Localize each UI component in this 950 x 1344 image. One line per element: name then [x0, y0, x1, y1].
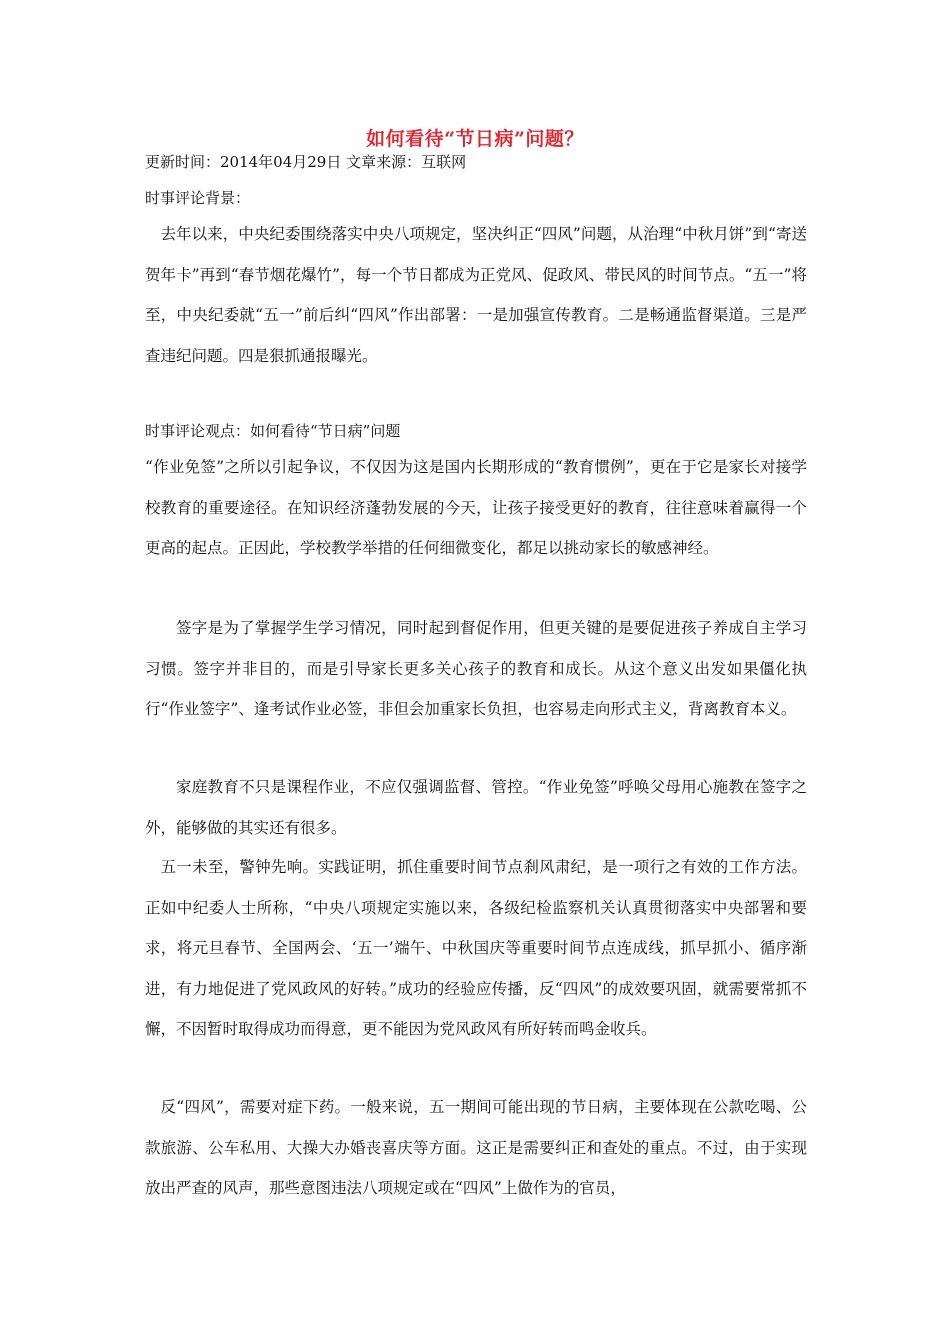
body-paragraph-2: 签字是为了掌握学生学习情况，同时起到督促作用，但更关键的是要促进孩子养成自主学习习惯。签字并非目的，而是引导家长更多关心孩子的教育和成长。从这个意义出发如果僵化执行“作业签字”、逢考试作业必签，非但会加重家长负担，也容易走向形式主义，背离教育本义。: [145, 619, 807, 718]
body-paragraph-4: 五一未至，警钟先响。实践证明，抓住重要时间节点刹风肃纪，是一项行之有效的工作方法。正如中纪委人士所称，“中央八项规定实施以来，各级纪检监察机关认真贯彻落实中央部署和要求，将元旦春节、全国两会、‘五一’端午、中秋国庆等重要时间节点连成线，抓早抓小、循序渐进，有力地促进了党风政风的好转。”成功的经验应传播，反“四风”的成效要巩固，就需要常抓不懈，不因暂时取得成功而得意，更不能因为党风政风有所好转而鸣金收兵。: [145, 858, 807, 1038]
article-meta: 更新时间：2014年04月29日 文章来源：互联网: [145, 153, 467, 171]
background-paragraph: 去年以来，中央纪委围绕落实中央八项规定，坚决纠正“四风”问题，从治理“中秋月饼”到“寄送贺年卡”再到“春节烟花爆竹”，每一个节日都成为正党风、促政风、带民风的时间节点。“五一”将至，中央纪委就“五一”前后纠“四风”作出部署：一是加强宣传教育。二是畅通监督渠道。三是严查违纪问题。四是狠抓通报曝光。: [145, 225, 807, 365]
background-label: 时事评论背景：: [145, 189, 251, 207]
body-paragraph-3: 家庭教育不只是课程作业，不应仅强调监督、管控。“作业免签”呼唤父母用心施教在签字之外，能够做的其实还有很多。: [145, 778, 807, 837]
viewpoint-label: 时事评论观点：如何看待“节日病”问题: [145, 422, 401, 440]
body-paragraph-1: “作业免签”之所以引起争议，不仅因为这是国内长期形成的“教育惯例”，更在于它是家长对接学校教育的重要途径。在知识经济蓬勃发展的今天，让孩子接受更好的教育，往往意味着赢得一个更高的起点。正因此，学校教学举措的任何细微变化，都足以挑动家长的敏感神经。: [145, 458, 807, 557]
body-paragraph-5: 反“四风”，需要对症下药。一般来说，五一期间可能出现的节日病，主要体现在公款吃喝、公款旅游、公车私用、大操大办婚丧喜庆等方面。这正是需要纠正和查处的重点。不过，由于实现放出严查的风声，那些意图违法八项规定或在“四风”上做作为的官员，: [145, 1098, 807, 1197]
article-title: 如何看待“节日病”问题？: [366, 128, 584, 150]
